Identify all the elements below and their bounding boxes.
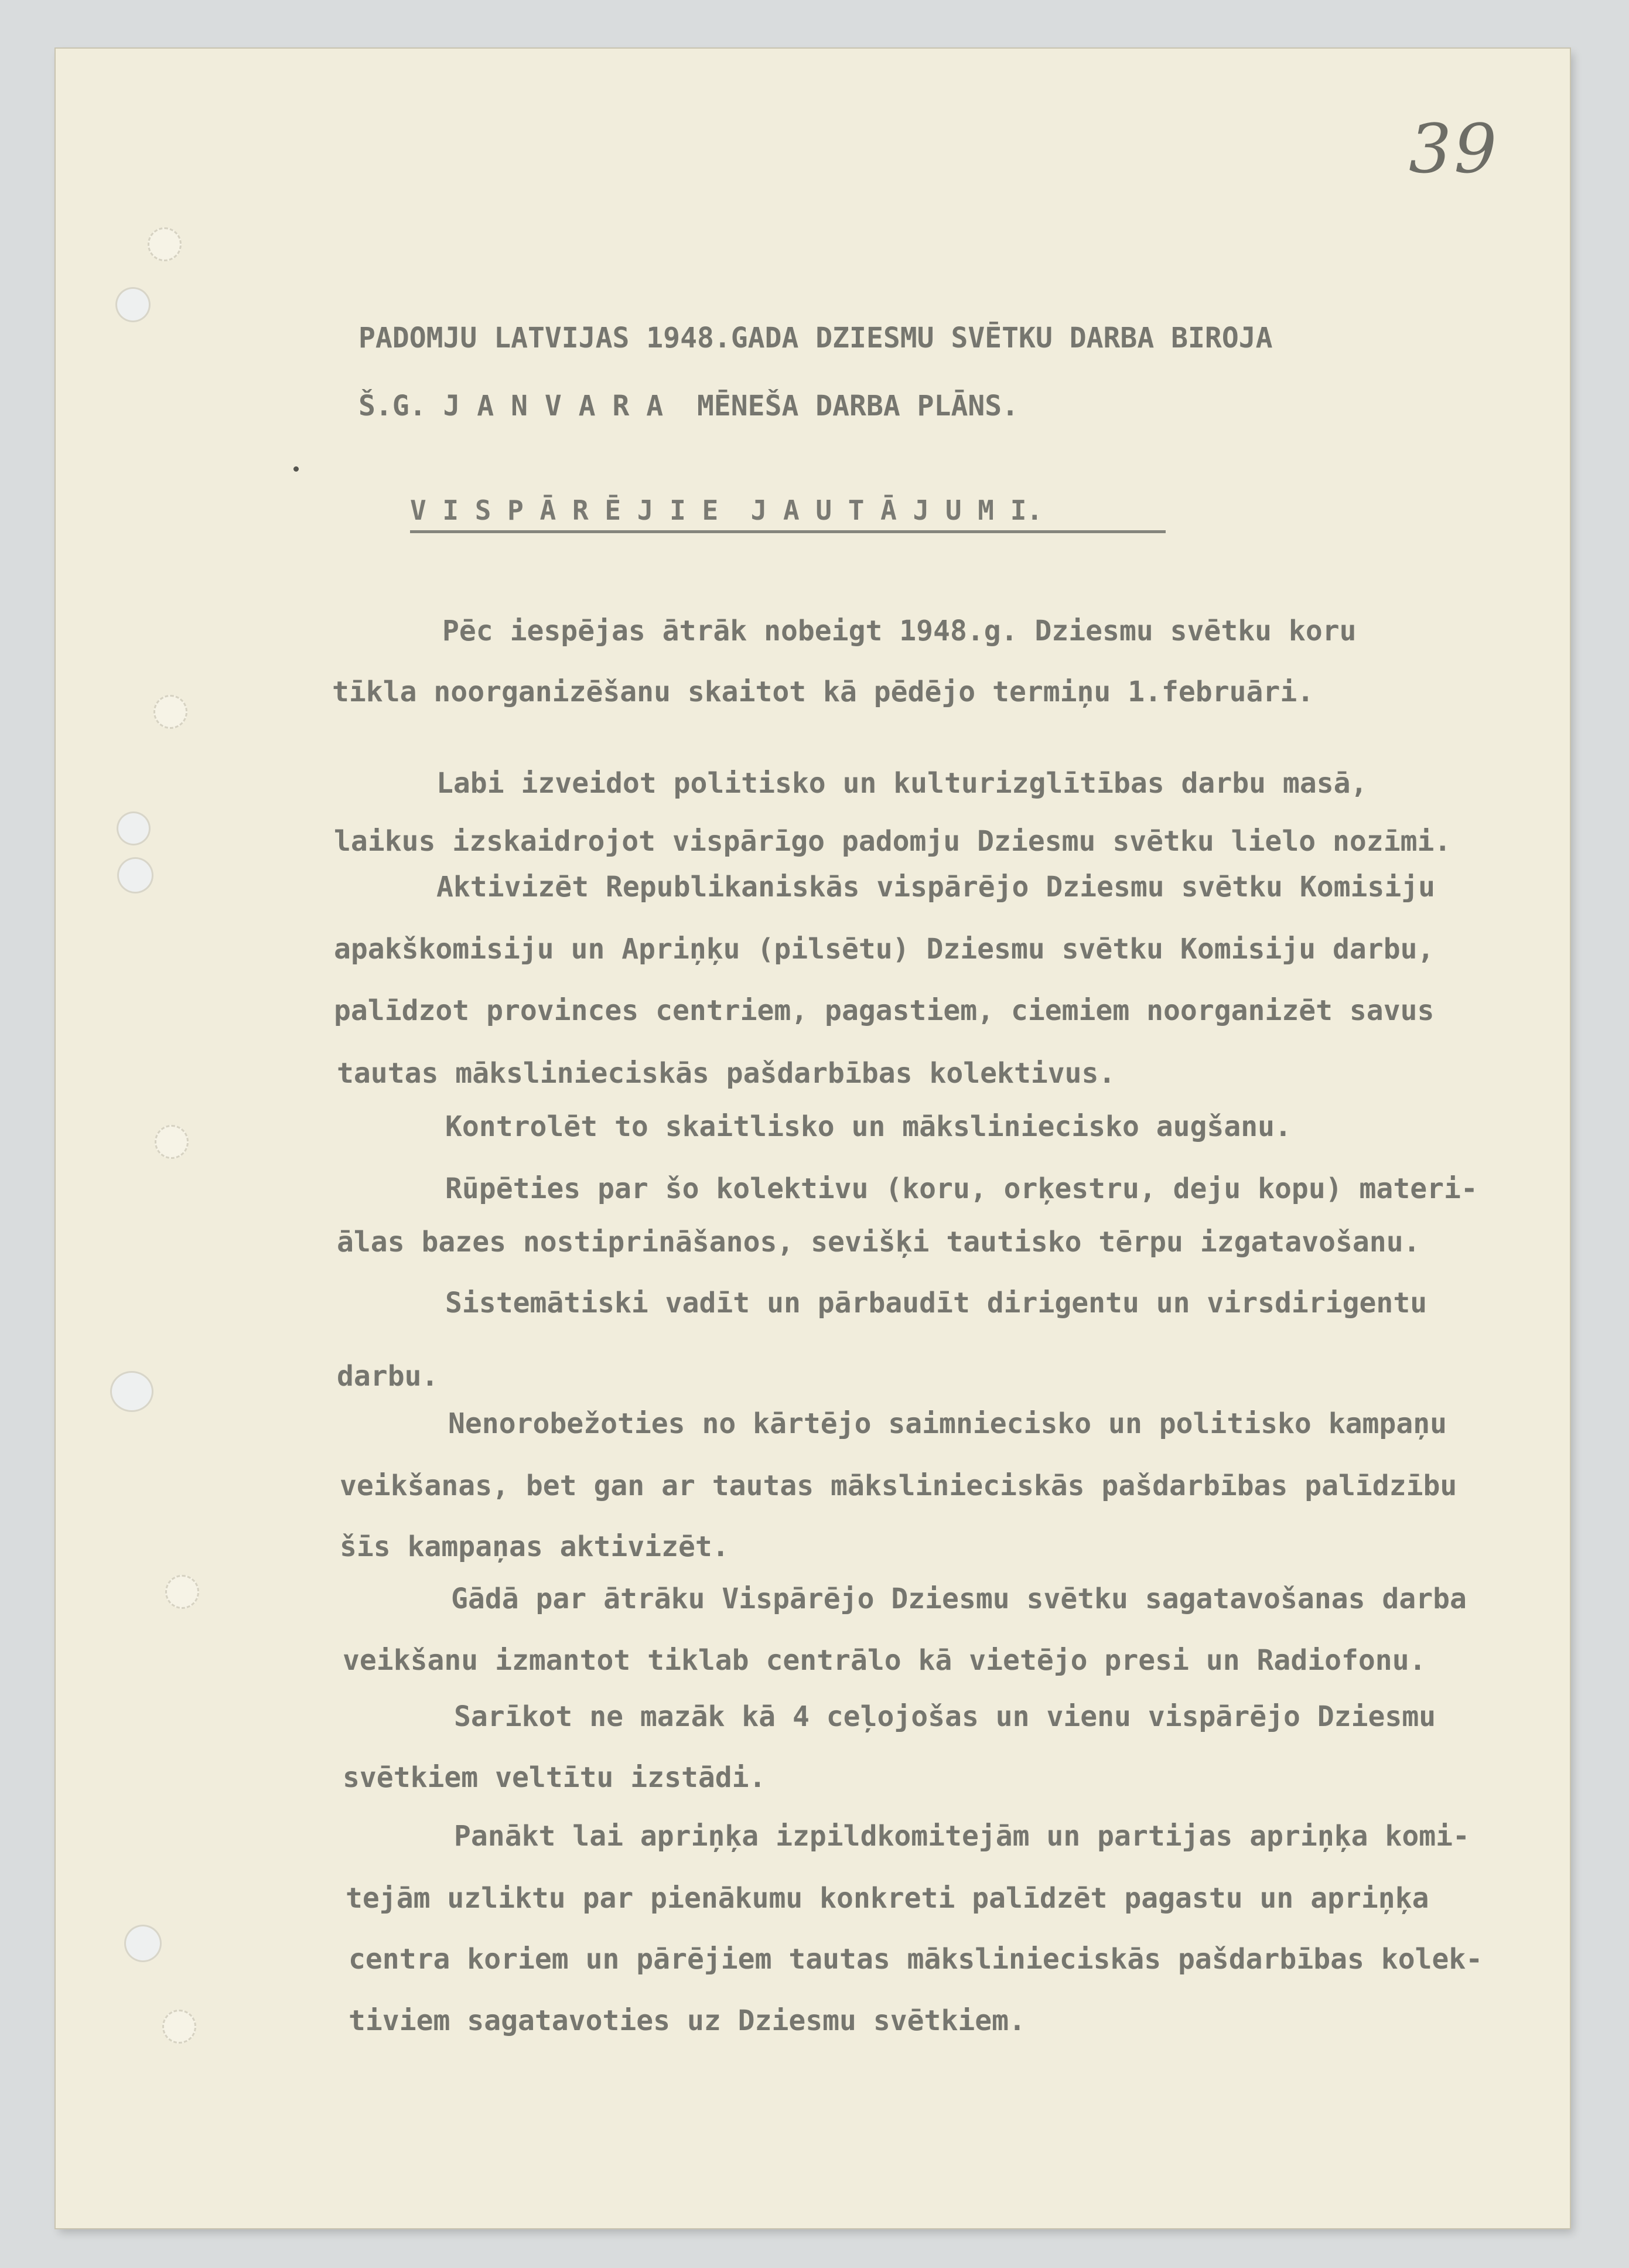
body-line: palīdzot provinces centriem, pagastiem, ciemiem noorganizēt savus xyxy=(334,994,1435,1027)
body-line: Sarīkot ne mazāk kā 4 ceļojošas un vienu vispārējo Dziesmu xyxy=(454,1700,1436,1733)
punch-mark xyxy=(148,227,182,261)
handwritten-page-number: 39 xyxy=(1409,110,1500,189)
body-line: centra koriem un pārējiem tautas mākslinieciskās pašdarbības kolek- xyxy=(349,1943,1483,1976)
punch-hole xyxy=(117,811,151,845)
body-line: tejām uzliktu par pienākumu konkreti palīdzēt pagastu un apriņķa xyxy=(346,1882,1429,1915)
ink-speck xyxy=(293,466,299,472)
body-line: Nenorobežoties no kārtējo saimnieciskо un politisko kampaņu xyxy=(448,1407,1447,1440)
punch-mark xyxy=(162,2010,196,2044)
heading-line-1: PADOMJU LATVIJAS 1948.GADA DZIESMU SVĒTKU DARBA BIROJA xyxy=(358,322,1273,354)
body-line: Sistemātiski vadīt un pārbaudīt dirigentu un virsdirigentu xyxy=(445,1287,1427,1319)
body-line: šīs kampaņas aktivizēt. xyxy=(340,1530,729,1563)
body-line: veikšanas, bet gan ar tautas mākslinieciskās pašdarbības palīdzību xyxy=(340,1469,1457,1502)
punch-hole xyxy=(110,1371,153,1412)
section-title: V I S P Ā R Ē J I E J A U T Ā J U M I. xyxy=(410,494,1043,526)
punch-mark xyxy=(165,1575,199,1609)
body-line: Labi izveidot politisko un kulturizglītības darbu masā, xyxy=(436,767,1368,800)
body-line: tautas mākslinieciskās pašdarbības kolektivus. xyxy=(337,1057,1116,1090)
body-line: Kontrolēt to skaitlisko un mākslinieciskо augšanu. xyxy=(445,1110,1292,1143)
body-line: ālas bazes nostiprināšanos, sevišķi tautisko tērpu izgatavošanu. xyxy=(337,1226,1420,1259)
body-line: tīkla noorganizēšanu skaitot kā pēdējo termiņu 1.februāri. xyxy=(332,676,1314,708)
punch-mark xyxy=(153,695,187,729)
body-line: apakškomisiju un Apriņķu (pilsētu) Dziesmu svētku Komisiju darbu, xyxy=(334,933,1435,966)
body-line: svētkiem veltītu izstādi. xyxy=(343,1761,766,1794)
body-line: Gādā par ātrāku Vispārējo Dziesmu svētku sagatavošanas darba xyxy=(451,1583,1467,1615)
body-line: veikšanu izmantot tiklab centrālo kā vietējo presi un Radiofonu. xyxy=(343,1644,1426,1677)
body-line: Pēc iespējas ātrāk nobeigt 1948.g. Dziesmu svētku koru xyxy=(442,615,1357,647)
punch-mark xyxy=(155,1125,189,1159)
body-line: darbu. xyxy=(337,1360,439,1393)
body-line: laikus izskaidrojot vispārīgo padomju Dziesmu svētku lielo nozīmi. xyxy=(334,825,1452,858)
punch-hole xyxy=(124,1925,162,1962)
body-line: Rūpēties par šo kolektivu (koru, orķestru, deju kopu) materi- xyxy=(445,1172,1478,1205)
body-line: tiviem sagatavoties uz Dziesmu svētkiem. xyxy=(349,2004,1026,2037)
section-title-underline xyxy=(410,530,1166,533)
body-line: Panākt lai apriņķa izpildkomitejām un partijas apriņķa komi- xyxy=(454,1820,1470,1853)
punch-hole xyxy=(117,857,153,893)
body-line: Aktivizēt Republikaniskās vispārējo Dziesmu svētku Komisiju xyxy=(436,871,1436,903)
heading-line-2: Š.G. J A N V A R A MĒNEŠA DARBA PLĀNS. xyxy=(358,390,1019,422)
punch-hole xyxy=(115,287,151,322)
